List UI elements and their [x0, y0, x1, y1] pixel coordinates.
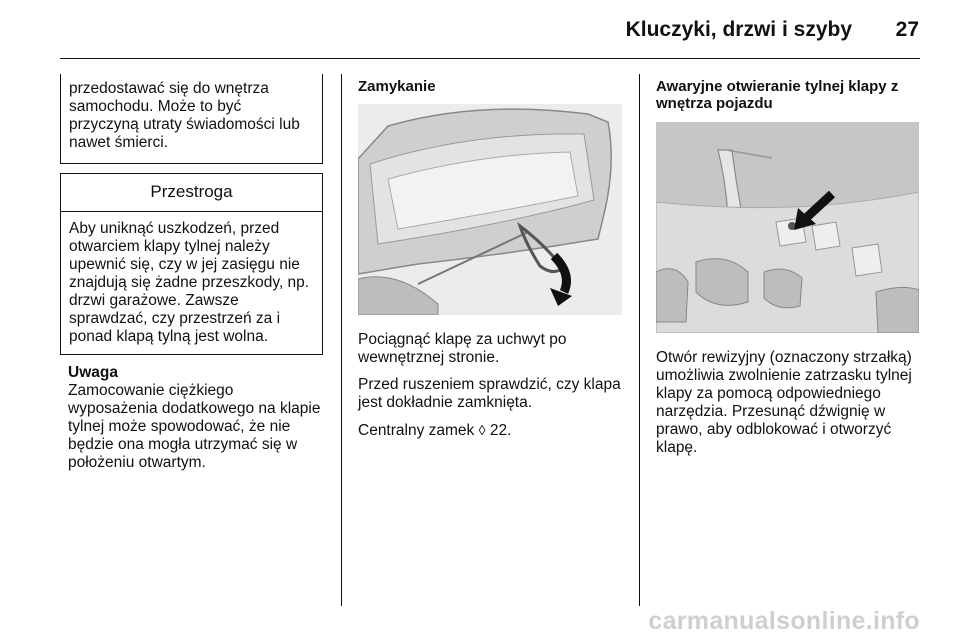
page-number: 27: [895, 18, 919, 41]
column-divider-1: [341, 74, 342, 606]
closing-paragraph-2: Przed ruszeniem sprawdzić, czy klapa jest dokładnie zamknięta.: [358, 376, 621, 411]
column-2-text: [358, 331, 622, 449]
closing-paragraph-3: [358, 421, 622, 440]
warning-box-continued: [60, 74, 323, 164]
emergency-paragraph-1: Otwór rewizyjny (oznaczony strzałką) umożliwia zwolnienie zatrzasku tylnej klapy za pomocą odpowiedniego narzędzia. Przesunąć dźwignię w prawo, aby odblokować i otworzyć klapę.: [656, 349, 912, 456]
caution-title: Przestroga: [61, 174, 322, 212]
tailgate-closing-illustration-icon: [358, 104, 622, 315]
column-3-heading-wrap: [656, 78, 922, 112]
header-rule: [60, 58, 920, 59]
section-heading-emergency: Awaryjne otwieranie tylnej klapy z wnętrza pojazdu: [656, 78, 899, 112]
central-lock-text: Centralny zamek: [358, 422, 475, 439]
note-text: Zamocowanie ciężkiego wyposażenia dodatkowego na klapie tylnej może spowodować, że nie będzie ona mogła utrzymać się w położeniu otwartym.: [68, 382, 321, 471]
closing-paragraph-1: Pociągnąć klapę za uchwyt po wewnętrznej stronie.: [358, 331, 567, 366]
central-lock-page-link[interactable]: 22.: [489, 422, 512, 439]
note-heading: Uwaga: [68, 364, 118, 381]
watermark: carmanualsonline.info: [648, 607, 920, 635]
column-3-text: [656, 349, 922, 466]
tailgate-emergency-release-illustration-icon: [656, 122, 919, 333]
header-title: Kluczyki, drzwi i szyby: [625, 18, 852, 41]
caution-box: [60, 173, 323, 355]
section-heading-closing: Zamykanie: [358, 78, 436, 95]
page-reference-icon: ◊: [478, 422, 486, 438]
column-divider-2: [639, 74, 640, 606]
warning-continued-text: przedostawać się do wnętrza samochodu. Może to być przyczyną utraty świadomości lub nawet śmierci.: [69, 80, 300, 151]
caution-text: Aby uniknąć uszkodzeń, przed otwarciem klapy tylnej należy upewnić się, czy w jej zasięgu nie znajdują się żadne przeszkody, np. drzwi garażowe. Zawsze sprawdzać, czy przestrzeń za i ponad klapą tylną jest wolna.: [69, 220, 310, 345]
note-block: [68, 364, 326, 472]
column-2-heading-wrap: [358, 78, 622, 95]
